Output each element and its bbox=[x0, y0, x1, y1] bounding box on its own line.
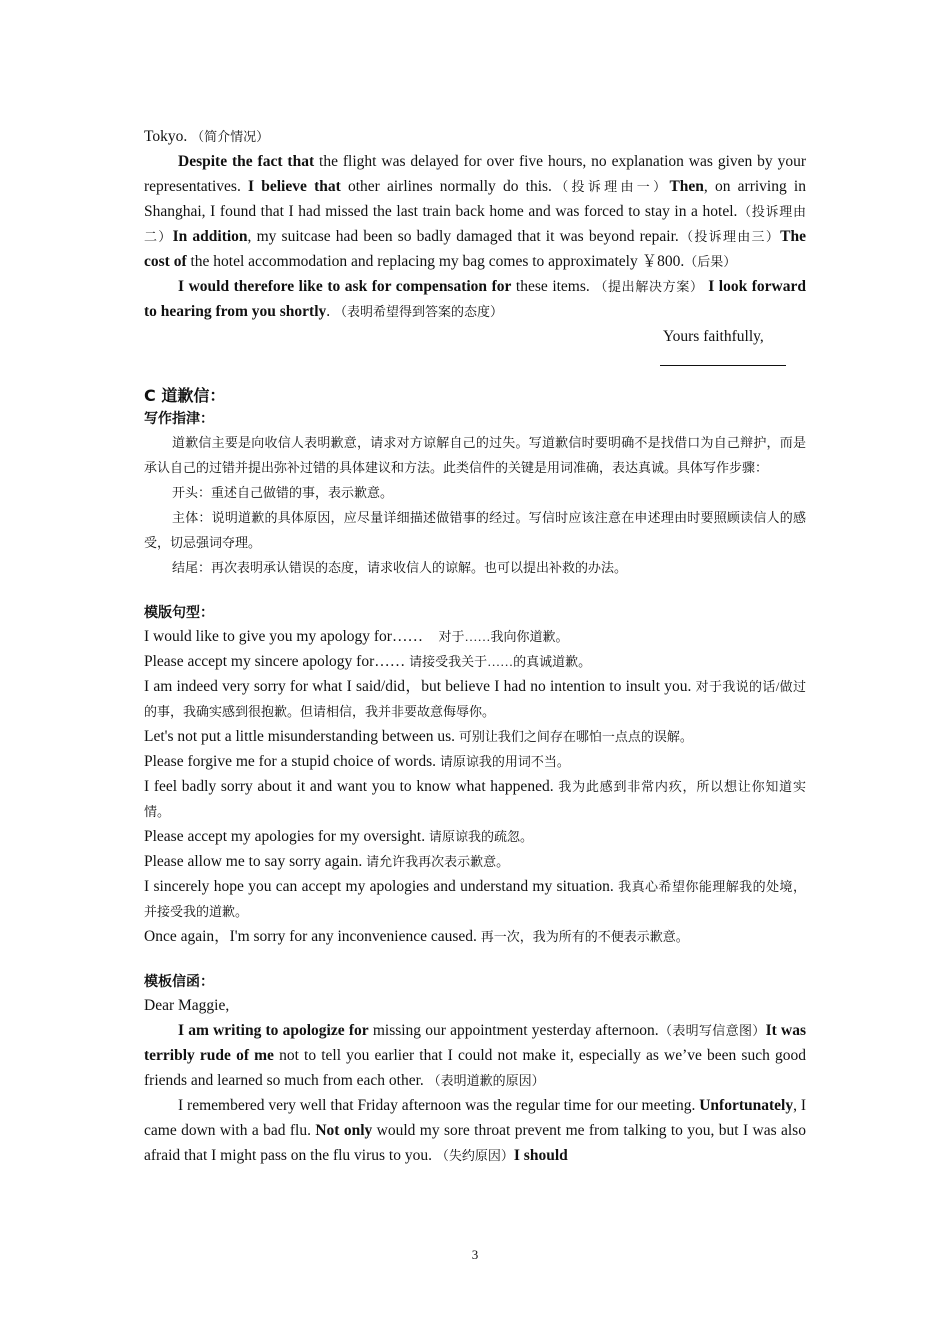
intro-line bbox=[144, 124, 806, 149]
phrase: It was terribly rude of me bbox=[144, 1022, 806, 1064]
text: Tokyo. bbox=[144, 128, 188, 145]
guide-block bbox=[144, 430, 806, 580]
letter-paragraph bbox=[144, 1018, 806, 1093]
sentence-zh: 再一次，我为所有的不便表示歉意。 bbox=[480, 929, 689, 944]
text: would my sore throat prevent me from talking to you, but I was also afraid that I might pass on the flu virus to you. bbox=[144, 1122, 806, 1164]
sentence-item bbox=[144, 774, 806, 824]
sentence-zh: 请原谅我的用词不当。 bbox=[439, 754, 570, 769]
annotation: （表明道歉的原因） bbox=[427, 1073, 545, 1088]
request-paragraph bbox=[144, 274, 806, 324]
annotation: （简介情况） bbox=[191, 129, 270, 144]
letter-heading: 模板信函： bbox=[144, 974, 214, 990]
phrase: Then bbox=[669, 178, 704, 195]
text: not to tell you earlier that I could not make it, especially as we’ve been such good friends and learned so much from each other. bbox=[144, 1047, 806, 1089]
sentence-en: Please accept my sincere apology for…… bbox=[144, 653, 406, 670]
sentence-zh: 对于……我向你道歉。 bbox=[438, 629, 569, 644]
template-heading: 模版句型： bbox=[144, 605, 214, 621]
sentence-en: Please accept my apologies for my oversight. bbox=[144, 828, 426, 845]
annotation: （表明写信意图） bbox=[658, 1023, 766, 1038]
sentence-list bbox=[144, 624, 806, 949]
sentence-en: I feel badly sorry about it and want you to know what happened. bbox=[144, 778, 554, 795]
phrase: I look forward to hearing from you shortly bbox=[144, 278, 806, 320]
text: other airlines normally do this. bbox=[340, 178, 552, 195]
sentence-en: Let's not put a little misunderstanding between us. bbox=[144, 728, 456, 745]
phrase: In addition bbox=[172, 228, 248, 245]
text: , my suitcase had been so badly damaged that it was beyond repair. bbox=[247, 228, 679, 245]
sentence-en: Please allow me to say sorry again. bbox=[144, 853, 363, 870]
sentence-item bbox=[144, 924, 806, 949]
phrase: The cost of bbox=[144, 228, 806, 270]
text: the flight was delayed for over five hours, no explanation was given by your representatives. bbox=[144, 153, 806, 195]
phrase: Not only bbox=[315, 1122, 373, 1139]
text: , I came down with a bad flu. bbox=[144, 1097, 806, 1139]
text: , on arriving in Shanghai, I found that I had missed the last train back home and was forced to stay in a hotel. bbox=[144, 178, 806, 220]
sentence-item bbox=[144, 624, 806, 649]
sentence-en: I would like to give you my apology for…… bbox=[144, 628, 423, 645]
guide-paragraph: 道歉信主要是向收信人表明歉意，请求对方谅解自己的过失。写道歉信时要明确不是找借口为自己辩护，而是承认自己的过错并提出弥补过错的具体建议和方法。此类信件的关键是用词准确，表达真诚。具体写作步骤： bbox=[144, 435, 806, 475]
sentence-item bbox=[144, 824, 806, 849]
sentence-en: I am indeed very sorry for what I said/did，but believe I had no intention to insult you. bbox=[144, 678, 692, 695]
sentence-item bbox=[144, 874, 806, 924]
phrase: Unfortunately bbox=[699, 1097, 794, 1114]
text: missing our appointment yesterday afternoon. bbox=[368, 1022, 659, 1039]
sentence-item bbox=[144, 849, 806, 874]
sentence-zh: 请接受我关于……的真诚道歉。 bbox=[409, 654, 592, 669]
document-page bbox=[144, 124, 806, 1168]
sentence-zh: 可别让我们之间存在哪怕一点点的误解。 bbox=[458, 729, 693, 744]
guide-paragraph: 主体：说明道歉的具体原因，应尽量详细描述做错事的经过。写信时应该注意在申述理由时要照顾读信人的感受，切忌强词夺理。 bbox=[144, 510, 806, 550]
signature-line bbox=[144, 349, 806, 374]
salutation: Dear Maggie, bbox=[144, 997, 230, 1014]
sentence-zh: 对于我说的话/做过的事，我确实感到很抱歉。但请相信，我并非要故意侮辱你。 bbox=[144, 679, 807, 719]
phrase: Despite the fact that bbox=[178, 153, 315, 170]
signature-blank bbox=[660, 351, 786, 366]
sentence-item bbox=[144, 674, 806, 724]
guide-paragraph: 开头：重述自己做错的事，表示歉意。 bbox=[172, 485, 394, 500]
annotation: （投诉理由三） bbox=[678, 229, 781, 244]
sentence-item bbox=[144, 649, 806, 674]
phrase: I believe that bbox=[248, 178, 341, 195]
guide-heading: 写作指津： bbox=[144, 411, 214, 427]
text: the hotel accommodation and replacing my bag comes to approximately ￥800. bbox=[186, 253, 685, 270]
phrase: I am writing to apologize for bbox=[178, 1022, 369, 1039]
complaint-paragraph bbox=[144, 149, 806, 274]
annotation: （后果） bbox=[684, 254, 737, 269]
annotation: （提出解决方案） bbox=[594, 279, 704, 294]
phrase: I should bbox=[513, 1147, 568, 1164]
letter-paragraph bbox=[144, 1093, 806, 1168]
sentence-en: Once again，I'm sorry for any inconvenience caused. bbox=[144, 928, 477, 945]
text: these items. bbox=[511, 278, 595, 295]
text: I remembered very well that Friday afternoon was the regular time for our meeting. bbox=[178, 1097, 700, 1114]
annotation: （投诉理由二） bbox=[144, 204, 806, 244]
sentence-zh: 请原谅我的疏忽。 bbox=[428, 829, 533, 844]
sentence-en: Please forgive me for a stupid choice of words. bbox=[144, 753, 436, 770]
sentence-zh: 我真心希望你能理解我的处境，并接受我的道歉。 bbox=[144, 879, 806, 919]
guide-paragraph: 结尾：再次表明承认错误的态度，请求收信人的谅解。也可以提出补救的办法。 bbox=[172, 560, 628, 575]
annotation: （投诉理由一） bbox=[551, 179, 670, 194]
phrase: I would therefore like to ask for compensation for bbox=[178, 278, 512, 295]
sentence-zh: 请允许我再次表示歉意。 bbox=[366, 854, 510, 869]
sentence-item bbox=[144, 724, 806, 749]
closing: Yours faithfully, bbox=[663, 328, 764, 345]
sentence-item bbox=[144, 749, 806, 774]
sentence-zh: 我为此感到非常内疚，所以想让你知道实情。 bbox=[144, 779, 806, 819]
page-number: 3 bbox=[471, 1247, 479, 1262]
annotation: （失约原因） bbox=[435, 1148, 514, 1163]
sentence-en: I sincerely hope you can accept my apologies and understand my situation. bbox=[144, 878, 614, 895]
text: . bbox=[326, 303, 335, 320]
section-heading: C 道歉信： bbox=[144, 386, 226, 405]
annotation: （表明希望得到答案的态度） bbox=[334, 304, 504, 319]
